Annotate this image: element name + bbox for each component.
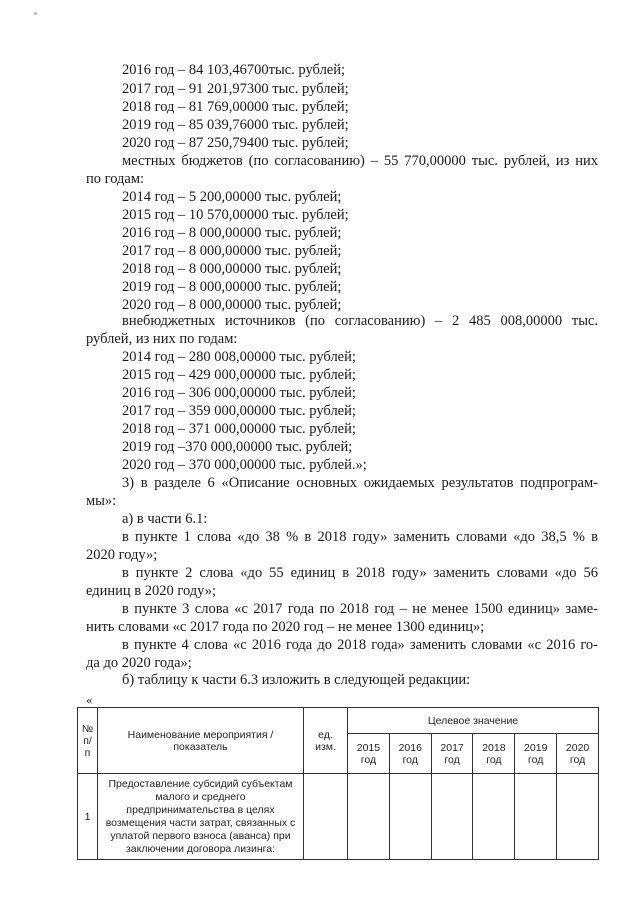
text-line: в пункте 3 слова «с 2017 года по 2018 год – не менее 1500 единиц» заме- — [122, 601, 598, 617]
text-line: б) таблицу к части 6.3 изложить в следующей редакции: — [122, 672, 471, 688]
row-value — [515, 774, 557, 860]
row-value — [348, 774, 390, 860]
opening-quote: « — [86, 692, 93, 707]
header-year: 2015 год — [348, 734, 390, 774]
header-year: 2016 год — [389, 734, 431, 774]
text-line: по годам: — [86, 171, 145, 187]
text-line: 2014 год – 280 008,00000 тыс. рублей; — [122, 349, 356, 365]
header-year: 2018 год — [473, 734, 515, 774]
text-line: да до 2020 года»; — [86, 655, 192, 671]
scan-speck — [34, 12, 37, 15]
text-line: 2020 год – 8 000,00000 тыс. рублей; — [122, 297, 342, 313]
text-line: 2018 год – 8 000,00000 тыс. рублей; — [122, 261, 342, 277]
text-line: единиц в 2020 году»; — [86, 583, 217, 599]
row-value — [557, 774, 599, 860]
row-value — [431, 774, 473, 860]
text-line: в пункте 2 слова «до 55 единиц в 2018 году» заменить словами «до 56 — [122, 565, 598, 581]
targets-table — [77, 707, 599, 860]
row-name: Предоставление субсидий субъектам малого и среднего предпринимательства в целях возмещения части затрат, связанных с уплатой первого взноса (аванса) при заключении договора лизинга: — [98, 774, 304, 860]
text-line: в пункте 4 слова «с 2016 года до 2018 года» заменить словами «с 2016 го- — [122, 637, 598, 653]
header-name: Наименование мероприятия /показатель — [98, 708, 304, 774]
text-line: 3) в разделе 6 «Описание основных ожидаемых результатов подпрограм- — [122, 475, 598, 491]
text-line: в пункте 1 слова «до 38 % в 2018 году» заменить словами «до 38,5 % в — [122, 529, 598, 545]
header-year: 2017 год — [431, 734, 473, 774]
text-line: мы»: — [86, 493, 117, 509]
row-unit — [304, 774, 348, 860]
header-target: Целевое значение — [348, 708, 599, 734]
text-line: 2018 год – 81 769,00000 тыс. рублей; — [122, 99, 349, 115]
header-num: № п/п — [78, 708, 98, 774]
text-line: 2020 год – 370 000,00000 тыс. рублей.»; — [122, 457, 367, 473]
text-line: 2017 год – 359 000,00000 тыс. рублей; — [122, 403, 356, 419]
text-line: 2017 год – 91 201,97300 тыс. рублей; — [122, 81, 349, 97]
row-value — [389, 774, 431, 860]
text-line: 2017 год – 8 000,00000 тыс. рублей; — [122, 243, 342, 259]
text-line: 2019 год –370 000,00000 тыс. рублей; — [122, 439, 353, 455]
text-line: рублей, из них по годам: — [86, 331, 238, 347]
table-header-row — [78, 708, 599, 734]
row-value — [473, 774, 515, 860]
text-line: 2019 год – 8 000,00000 тыс. рублей; — [122, 279, 342, 295]
header-unit: ед. изм. — [304, 708, 348, 774]
text-line: 2016 год – 306 000,00000 тыс. рублей; — [122, 385, 356, 401]
text-line: 2020 году»; — [86, 547, 158, 563]
text-line: 2015 год – 429 000,00000 тыс. рублей; — [122, 367, 356, 383]
row-num: 1 — [78, 774, 98, 860]
header-year: 2019 год — [515, 734, 557, 774]
text-line: 2016 год – 8 000,00000 тыс. рублей; — [122, 225, 342, 241]
text-line: 2019 год – 85 039,76000 тыс. рублей; — [122, 117, 349, 133]
text-line: 2020 год – 87 250,79400 тыс. рублей; — [122, 135, 349, 151]
text-line: нить словами «с 2017 года по 2020 год – не менее 1300 единиц»; — [86, 619, 485, 635]
text-line: 2016 год – 84 103,46700тыс. рублей; — [122, 62, 346, 78]
text-line: 2018 год – 371 000,00000 тыс. рублей; — [122, 421, 356, 437]
text-line: местных бюджетов (по согласованию) – 55 770,00000 тыс. рублей, из них — [122, 153, 598, 169]
text-line: 2014 год – 5 200,00000 тыс. рублей; — [122, 189, 342, 205]
header-year: 2020 год — [557, 734, 599, 774]
table-row — [78, 774, 599, 860]
text-line: 2015 год – 10 570,00000 тыс. рублей; — [122, 207, 349, 223]
text-line: внебюджетных источников (по согласованию) – 2 485 008,00000 тыс. — [122, 313, 598, 329]
text-line: а) в части 6.1: — [122, 511, 208, 527]
